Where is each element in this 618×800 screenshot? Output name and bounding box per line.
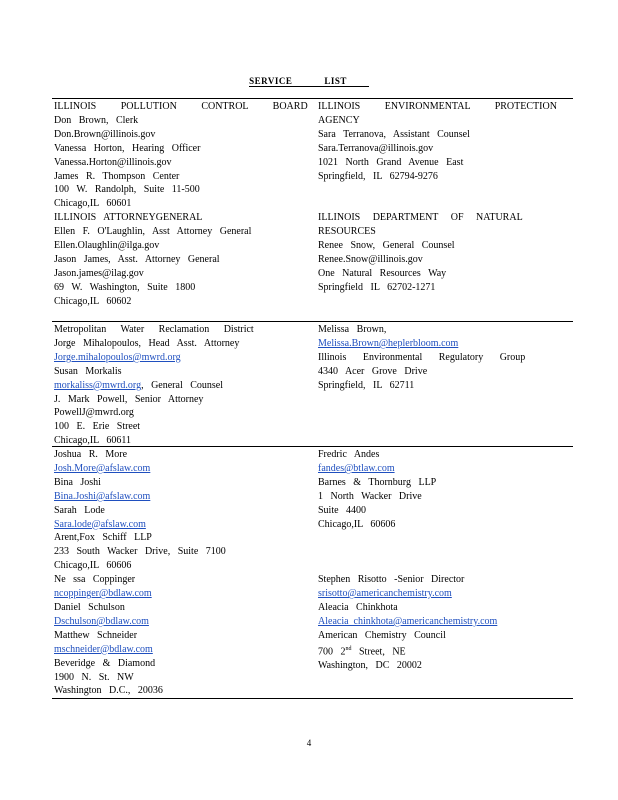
contact-name: Susan Morkalis xyxy=(54,365,122,377)
agency-name: AGENCY xyxy=(318,114,360,126)
email-link[interactable]: Josh.More@afslaw.com xyxy=(54,462,151,474)
address-line: Springfield, IL 62711 xyxy=(318,379,415,391)
address-line: Chicago,IL 60606 xyxy=(318,518,396,530)
firm-name: Beveridge & Diamond xyxy=(54,657,156,669)
email[interactable]: Ellen.Olaughlin@ilga.gov xyxy=(54,240,160,252)
firm-name: Barnes & Thornburg LLP xyxy=(318,476,437,488)
email-link[interactable]: mschneider@bdlaw.com xyxy=(54,643,153,655)
firm-name: Arent,Fox Schiff LLP xyxy=(54,532,152,544)
spacer xyxy=(318,183,557,197)
address-line: Suite 4400 xyxy=(318,504,367,516)
email-link[interactable]: ncoppinger@bdlaw.com xyxy=(54,588,152,600)
contact-title: , General Counsel xyxy=(141,379,224,391)
email-link[interactable]: fandes@btlaw.com xyxy=(318,462,395,474)
spacer xyxy=(318,559,497,573)
block3-left xyxy=(54,448,226,698)
email[interactable]: Renee.Snow@illinois.gov xyxy=(318,253,423,265)
address-line: 4340 Acer Grove Drive xyxy=(318,365,428,377)
contact-name: Joshua R. More xyxy=(54,449,128,460)
contact-name: Bina Joshi xyxy=(54,476,101,488)
agency-name: ILLINOIS ATTORNEYGENERAL xyxy=(54,212,203,224)
agency-name: RESOURCES xyxy=(318,226,376,238)
agency-name: Metropolitan Water Reclamation District xyxy=(54,324,254,335)
block3-right xyxy=(318,448,497,673)
block1-left xyxy=(54,100,308,309)
contact-name: Ne ssa Coppinger xyxy=(54,574,136,586)
email[interactable]: PowellJ@mwrd.org xyxy=(54,407,134,419)
spacer xyxy=(318,531,497,545)
contact-name: Fredric Andes xyxy=(318,449,380,460)
contact-name: Jorge Mihalopoulos, Head Asst. Attorney xyxy=(54,337,240,349)
contact-name: Daniel Schulson xyxy=(54,601,125,613)
address-line: Chicago,IL 60601 xyxy=(54,198,132,210)
agency-name: ILLINOIS ENVIRONMENTAL PROTECTION xyxy=(318,101,557,112)
email-link[interactable]: Melissa.Brown@heplerbloom.com xyxy=(318,337,459,349)
contact-name: Sarah Lode xyxy=(54,504,105,516)
organization-name: American Chemistry Council xyxy=(318,629,446,641)
address-line: Washington D.C., 20036 xyxy=(54,685,163,697)
address-line: 1021 North Grand Avenue East xyxy=(318,156,464,168)
page-title xyxy=(0,76,618,87)
title-service: SERVICE xyxy=(249,76,293,86)
email[interactable]: Don.Brown@illinois.gov xyxy=(54,128,156,140)
address-line: James R. Thompson Center xyxy=(54,170,180,182)
email-link[interactable]: srisotto@americanchemistry.com xyxy=(318,588,452,600)
contact-name: Don Brown, Clerk xyxy=(54,114,139,126)
contact-name: Sara Terranova, Assistant Counsel xyxy=(318,128,470,140)
organization-name: Illinois Environmental Regulatory Group xyxy=(318,351,526,363)
address-line: Springfield, IL 62794-9276 xyxy=(318,170,438,182)
address-line: 69 W. Washington, Suite 1800 xyxy=(54,281,196,293)
contact-name: Melissa Brown, xyxy=(318,324,387,335)
spacer xyxy=(318,197,557,211)
block1-right xyxy=(318,100,557,295)
contact-name: Stephen Risotto -Senior Director xyxy=(318,574,465,586)
spacer xyxy=(318,545,497,559)
address-line: One Natural Resources Way xyxy=(318,267,447,279)
page-number: 4 xyxy=(306,738,312,748)
row-divider-1 xyxy=(52,321,573,322)
agency-name: ILLINOIS DEPARTMENT OF NATURAL xyxy=(318,212,523,224)
agency-name: ILLINOIS POLLUTION CONTROL BOARD xyxy=(54,101,308,112)
email-link[interactable]: Aleacia_chinkhota@americanchemistry.com xyxy=(318,615,498,627)
address-line: 233 South Wacker Drive, Suite 7100 xyxy=(54,546,226,558)
email-link[interactable]: morkaliss@mwrd.org xyxy=(54,379,142,391)
address-line: 1 North Wacker Drive xyxy=(318,490,422,502)
contact-name: Aleacia Chinkhota xyxy=(318,601,398,613)
address-line: Springfield IL 62702-1271 xyxy=(318,281,436,293)
address-line: Chicago,IL 60602 xyxy=(54,295,132,307)
contact-name: Renee Snow, General Counsel xyxy=(318,240,455,252)
contact-name: Ellen F. O'Laughlin, Asst Attorney General xyxy=(54,226,252,238)
address-line: 1900 N. St. NW xyxy=(54,671,134,683)
address-line: Chicago,IL 60606 xyxy=(54,560,132,572)
address-line: 100 E. Erie Street xyxy=(54,421,141,433)
address-line: Washington, DC 20002 xyxy=(318,659,422,671)
email[interactable]: Jason.james@ilag.gov xyxy=(54,267,144,279)
block2-right xyxy=(318,323,525,393)
email-link[interactable]: Dschulson@bdlaw.com xyxy=(54,615,149,627)
address-line: 100 W. Randolph, Suite 11-500 xyxy=(54,184,200,196)
block2-left xyxy=(54,323,254,448)
contact-name: Matthew Schneider xyxy=(54,629,138,641)
email[interactable]: Vanessa.Horton@illinois.gov xyxy=(54,156,172,168)
contact-name: J. Mark Powell, Senior Attorney xyxy=(54,393,204,405)
email-link[interactable]: Jorge.mihalopoulos@mwrd.org xyxy=(54,351,181,363)
contact-name: Jason James, Asst. Attorney General xyxy=(54,253,220,265)
email[interactable]: Sara.Terranova@illinois.gov xyxy=(318,142,434,154)
email-link[interactable]: Sara.lode@afslaw.com xyxy=(54,518,146,530)
address-line: 700 2nd Street, NE xyxy=(318,645,406,658)
contact-name: Vanessa Horton, Hearing Officer xyxy=(54,142,201,154)
table-top-rule xyxy=(52,98,573,99)
email-link[interactable]: Bina.Joshi@afslaw.com xyxy=(54,490,151,502)
title-list: LIST xyxy=(324,76,347,86)
address-line: Chicago,IL 60611 xyxy=(54,435,132,447)
